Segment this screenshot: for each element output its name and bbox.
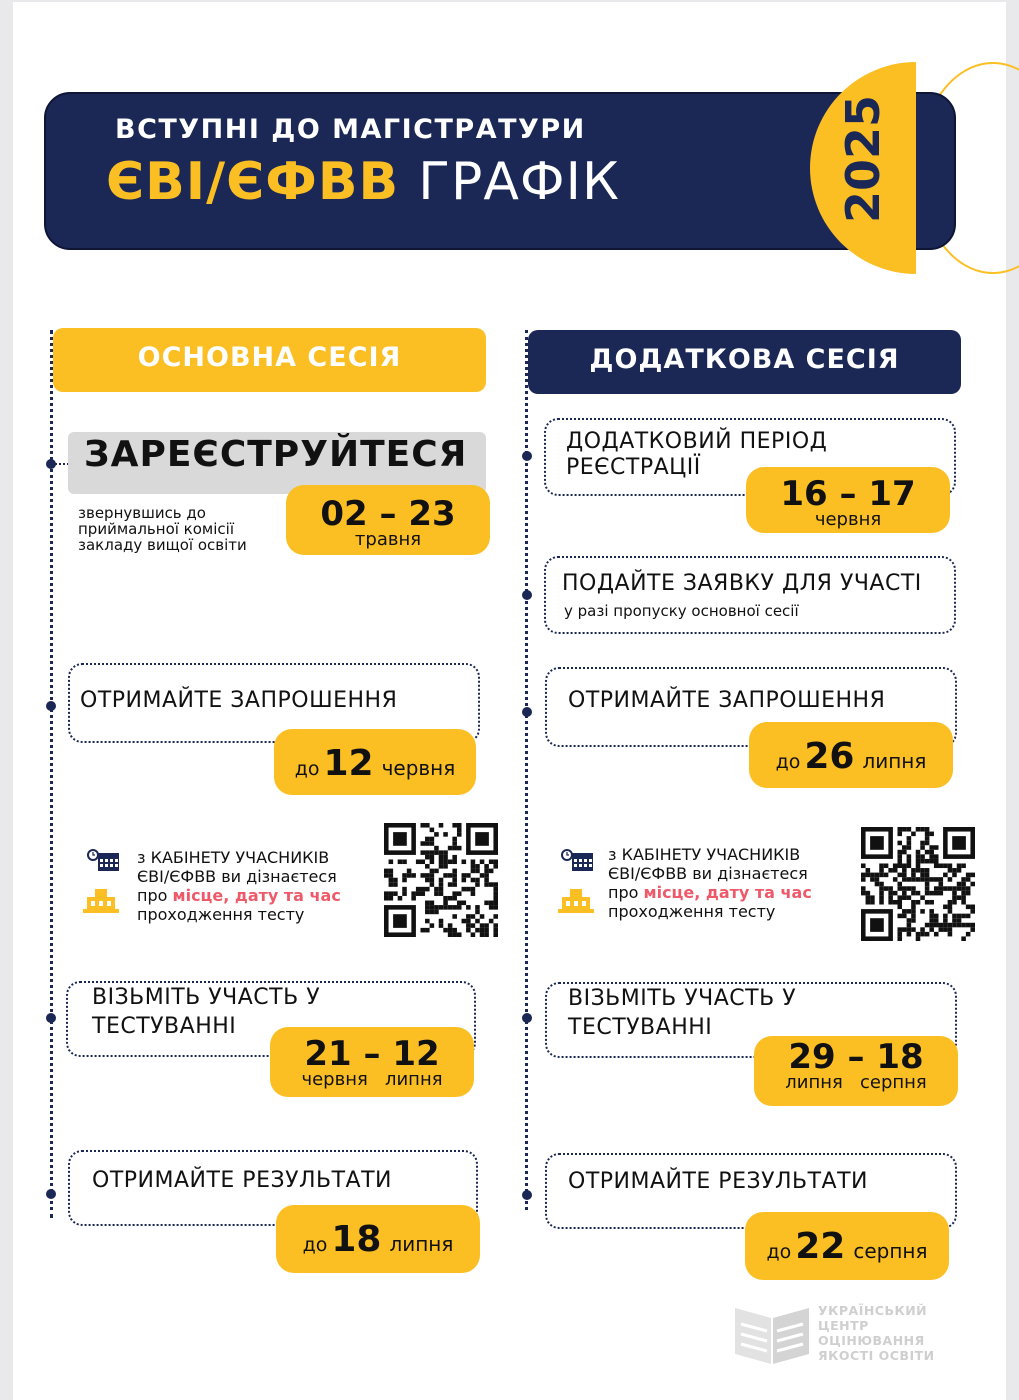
add-info-line2: ЄВІ/ЄФВВ ви дізнаєтеся: [608, 864, 808, 883]
add-invitation-label: ОТРИМАЙТЕ ЗАПРОШЕННЯ: [568, 688, 886, 713]
main-invitation-prefix: до: [294, 758, 320, 780]
add-info-line3-pre: про: [608, 883, 644, 902]
additional-timeline: [525, 330, 528, 1210]
add-testing-label-line1: ВІЗЬМІТЬ УЧАСТЬ У: [568, 986, 797, 1011]
main-testing-label-line1: ВІЗЬМІТЬ УЧАСТЬ У: [92, 985, 321, 1010]
add-registration-label-line1: ДОДАТКОВИЙ ПЕРІОД: [566, 429, 828, 454]
building-icon: [556, 887, 596, 913]
main-info-line1: з КАБІНЕТУ УЧАСНИКІВ: [137, 848, 330, 867]
main-invitation-label: ОТРИМАЙТЕ ЗАПРОШЕННЯ: [80, 688, 398, 713]
main-invitation-date-pill: [274, 729, 476, 795]
add-results-day: 22: [795, 1226, 846, 1267]
add-apply-subtitle: у разі пропуску основної сесії: [564, 602, 799, 620]
add-invitation-prefix: до: [775, 751, 801, 773]
add-registration-date-pill: [746, 467, 950, 533]
timeline-dot: [522, 451, 532, 461]
logo-line1: УКРАЇНСЬКИЙ: [818, 1303, 928, 1318]
add-testing-date-pill: [754, 1036, 958, 1106]
add-info-line3: [608, 883, 812, 902]
add-results-month: серпня: [853, 1239, 928, 1263]
qr-code-icon: [384, 823, 498, 937]
building-icon: [81, 887, 121, 913]
register-date-pill: [286, 485, 490, 555]
main-testing-month-to: липня: [384, 1069, 443, 1090]
year-label: 2025: [836, 94, 890, 223]
main-testing-label-line2: ТЕСТУВАННІ: [92, 1013, 237, 1039]
add-testing-label: [568, 985, 796, 1042]
timeline-dot: [522, 707, 532, 717]
register-dates: 02 – 23: [320, 494, 456, 534]
add-testing-dates: 29 – 18: [788, 1037, 924, 1077]
main-testing-months: [270, 1071, 474, 1089]
main-invitation-month: червня: [381, 756, 456, 780]
add-results-prefix: до: [766, 1241, 792, 1263]
register-month: травня: [354, 529, 422, 550]
register-title: ЗАРЕЄСТРУЙТЕСЯ: [84, 434, 468, 475]
add-invitation-month: липня: [862, 749, 927, 773]
add-invitation-day: 26: [804, 736, 855, 777]
add-testing-months: [754, 1074, 958, 1092]
main-results-label: ОТРИМАЙТЕ РЕЗУЛЬТАТИ: [92, 1168, 392, 1193]
main-info-line4: проходження тесту: [137, 905, 305, 924]
main-results-day: 18: [331, 1219, 382, 1260]
header-title-plain: ГРАФІК: [418, 152, 620, 212]
main-results-date-pill: [276, 1205, 480, 1273]
qr-code-icon: [861, 827, 975, 941]
register-connector: [55, 463, 69, 465]
timeline-dot: [522, 1013, 532, 1023]
add-testing-label-line2: ТЕСТУВАННІ: [568, 1014, 713, 1040]
main-results-prefix: до: [302, 1234, 328, 1256]
add-info-highlight: місце, дату та час: [643, 883, 812, 902]
add-invitation-date-pill: [749, 722, 953, 788]
add-registration-dates: 16 – 17: [780, 474, 916, 514]
add-testing-month-from: липня: [785, 1072, 843, 1093]
header-subtitle: ВСТУПНІ ДО МАГІСТРАТУРИ: [115, 114, 586, 145]
timeline-dot: [522, 590, 532, 600]
main-invitation-day: 12: [323, 743, 374, 784]
timeline-dot: [522, 1190, 532, 1200]
add-registration-month: червня: [814, 509, 882, 530]
register-subtitle: звернувшись до приймальної комісії закладу вищої освіти: [78, 504, 247, 554]
main-info-line2: ЄВІ/ЄФВВ ви дізнаєтеся: [137, 867, 337, 886]
add-results-date-pill: [745, 1212, 949, 1280]
calendar-icon: [560, 848, 594, 872]
calendar-icon: [86, 848, 120, 872]
main-info-line3-pre: про: [137, 886, 173, 905]
timeline-dot: [46, 701, 56, 711]
timeline-dot: [46, 1189, 56, 1199]
logo-line3: ОЦІНЮВАННЯ: [818, 1333, 925, 1348]
main-info-highlight: місце, дату та час: [172, 886, 341, 905]
header-title-accent: ЄВІ/ЄФВВ: [106, 152, 400, 212]
add-registration-label-line2: РЕЄСТРАЦІЇ: [566, 455, 701, 481]
main-testing-month-from: червня: [301, 1069, 368, 1090]
add-info-line1: з КАБІНЕТУ УЧАСНИКІВ: [608, 845, 801, 864]
logo-icon: [733, 1304, 811, 1366]
main-info-line3: [137, 886, 341, 905]
additional-session-title: ДОДАТКОВА СЕСІЯ: [528, 330, 961, 394]
add-info-text: [608, 845, 812, 921]
timeline-dot: [46, 1013, 56, 1023]
main-session-title: ОСНОВНА СЕСІЯ: [53, 328, 486, 392]
add-results-label: ОТРИМАЙТЕ РЕЗУЛЬТАТИ: [568, 1169, 868, 1194]
logo-line4: ЯКОСТІ ОСВІТИ: [818, 1348, 935, 1363]
add-info-line4: проходження тесту: [608, 902, 776, 921]
add-testing-month-to: серпня: [859, 1072, 927, 1093]
main-results-month: липня: [389, 1232, 454, 1256]
main-testing-date-pill: [270, 1027, 474, 1097]
main-info-text: [137, 848, 341, 924]
logo-line2: ЦЕНТР: [818, 1318, 869, 1333]
logo-text: [818, 1303, 935, 1363]
add-apply-label: ПОДАЙТЕ ЗАЯВКУ ДЛЯ УЧАСТІ: [562, 571, 922, 596]
header-title: [106, 152, 620, 212]
main-testing-dates: 21 – 12: [304, 1034, 440, 1074]
